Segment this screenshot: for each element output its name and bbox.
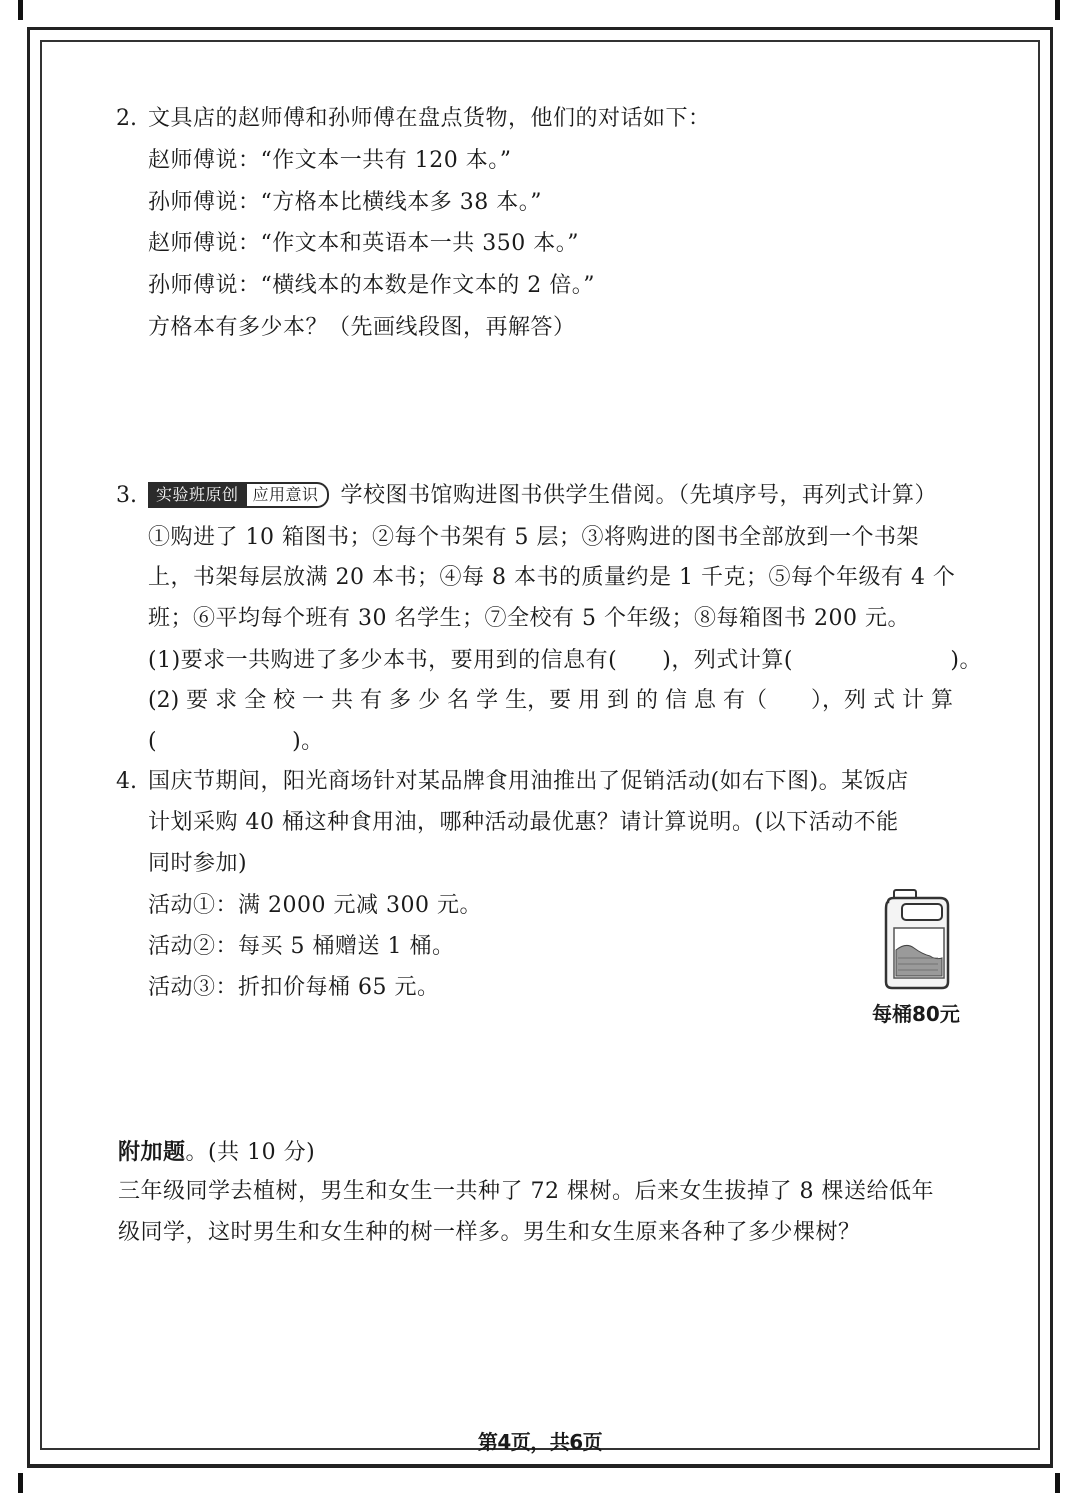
corner-mark-bottom-right (1055, 1473, 1060, 1493)
price-label: 每桶80元 (872, 1002, 960, 1026)
question-3-info-3: 班；⑥平均每个班有 30 名学生；⑦全校有 5 个年级；⑧每箱图书 200 元。 (148, 606, 910, 631)
question-4-line-2: 计划采购 40 桶这种食用油，哪种活动最优惠？请计算说明。(以下活动不能 (148, 810, 899, 835)
question-3-header (148, 481, 937, 511)
question-3-sub-2b: ( )。 (148, 729, 324, 754)
question-2-number: 2. (116, 106, 137, 131)
question-2-line-1: 文具店的赵师傅和孙师傅在盘点货物，他们的对话如下： (148, 106, 711, 131)
question-4-number: 4. (116, 769, 137, 794)
activity-1: 活动①：满 2000 元减 300 元。 (148, 893, 482, 918)
bonus-heading (118, 1137, 315, 1168)
question-2-line-5: 孙师傅说：“横线本的本数是作文本的 2 倍。” (148, 273, 595, 298)
activity-3: 活动③：折扣价每桶 65 元。 (148, 975, 440, 1000)
question-2-line-6: 方格本有多少本？（先画线段图，再解答） (148, 315, 576, 340)
question-4-line-1: 国庆节期间，阳光商场针对某品牌食用油推出了促销活动(如右下图)。某饭店 (148, 769, 909, 794)
question-3-sub-1: (1)要求一共购进了多少本书，要用到的信息有( )，列式计算( )。 (148, 648, 982, 673)
question-3-sub-2a: (2) 要 求 全 校 一 共 有 多 少 名 学 生，要 用 到 的 信 息 有（ ），列 式 计 算 (148, 688, 954, 713)
question-3-info-1: ①购进了 10 箱图书；②每个书架有 5 层；③将购进的图书全部放到一个书架 (148, 525, 919, 550)
bonus-score: 。(共 10 分) (185, 1140, 316, 1165)
bottom-rule (27, 1464, 1053, 1468)
corner-mark-top-left (18, 0, 23, 20)
question-3-number: 3. (116, 483, 137, 508)
activity-2: 活动②：每买 5 桶赠送 1 桶。 (148, 934, 455, 959)
bonus-line-2: 级同学，这时男生和女生种的树一样多。男生和女生原来各种了多少棵树？ (118, 1220, 861, 1245)
page-number: 第4页，共6页 (477, 1430, 603, 1454)
bonus-line-1: 三年级同学去植树，男生和女生一共种了 72 棵树。后来女生拔掉了 8 棵送给低年 (118, 1179, 934, 1204)
question-3-intro: 学校图书馆购进图书供学生借阅。（先填序号，再列式计算） (340, 483, 938, 508)
tag-application: 应用意识 (247, 482, 329, 508)
bonus-title: 附加题 (118, 1139, 186, 1165)
question-2-line-2: 赵师傅说：“作文本一共有 120 本。” (148, 148, 512, 173)
question-2-line-4: 赵师傅说：“作文本和英语本一共 350 本。” (148, 231, 579, 256)
question-2-line-3: 孙师傅说：“方格本比横线本多 38 本。” (148, 190, 542, 215)
question-4-line-3: 同时参加) (148, 851, 248, 876)
tag-original: 实验班原创 (148, 482, 247, 508)
corner-mark-bottom-left (18, 1473, 23, 1493)
oil-jug-icon (880, 888, 952, 990)
corner-mark-top-right (1055, 0, 1060, 20)
question-3-info-2: 上，书架每层放满 20 本书；④每 8 本书的质量约是 1 千克；⑤每个年级有 4 个 (148, 565, 956, 590)
